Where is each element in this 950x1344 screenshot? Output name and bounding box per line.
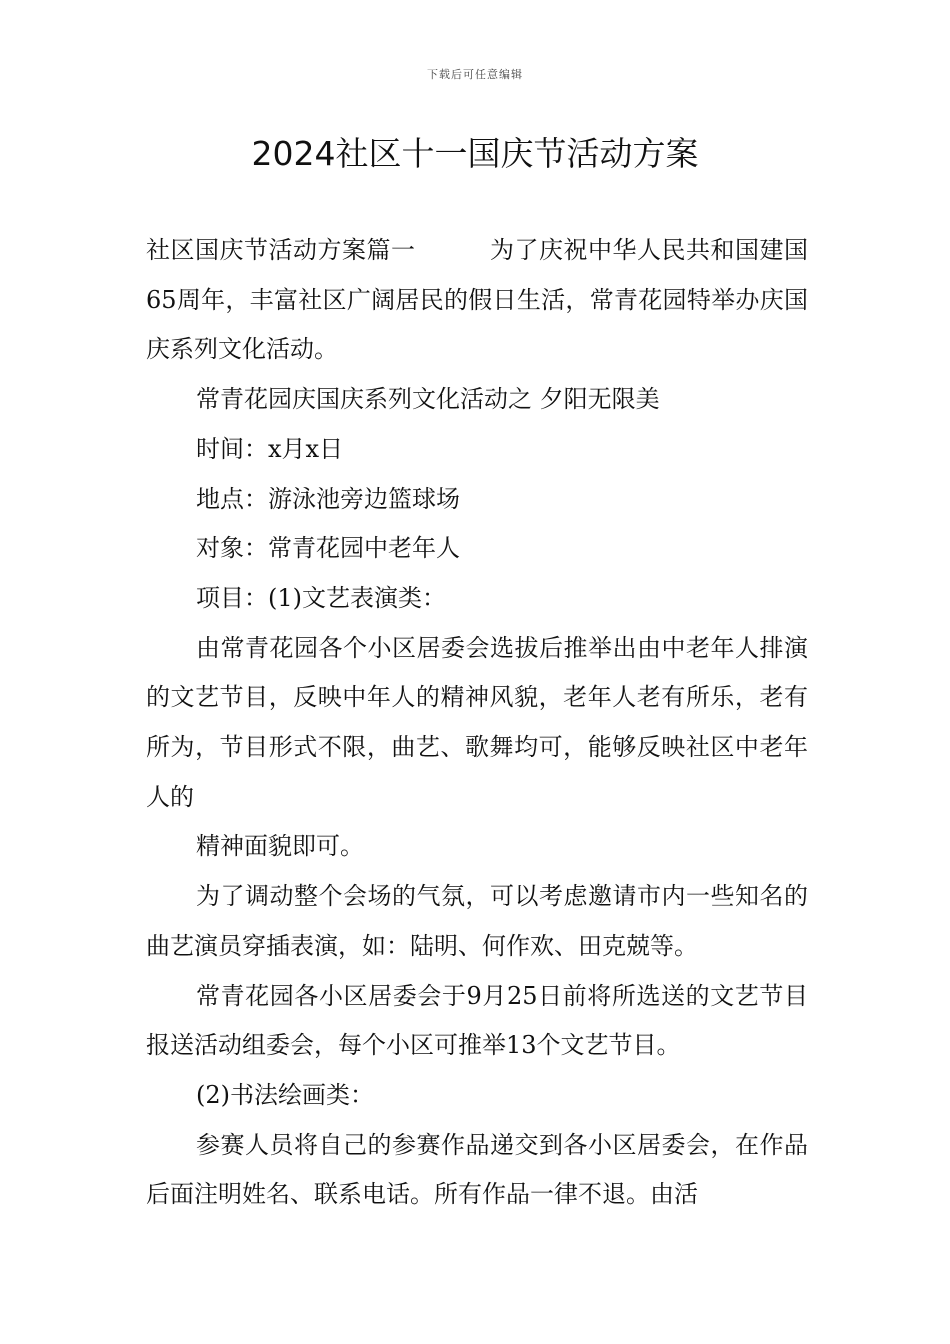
intro-paragraph (146, 226, 808, 375)
document-body (146, 226, 808, 1220)
paragraph-project: 项目：(1)文艺表演类： (196, 583, 446, 612)
paragraph-activity-title: 常青花园庆国庆系列文化活动之 夕阳无限美 (196, 385, 660, 414)
paragraph-performance-cont: 精神面貌即可。 (196, 832, 364, 861)
paragraph-calligraphy-desc: 参赛人员将自己的参赛作品递交到各小区居委会，在作品后面注明姓名、联系电话。所有作品一律不退。由活 (146, 1130, 808, 1209)
document-title: 2024社区十一国庆节活动方案 (251, 134, 699, 173)
intro-heading: 社区国庆节活动方案篇一 (146, 236, 416, 264)
paragraph-performance-desc: 由常青花园各个小区居委会选拔后推举出由中老年人排演的文艺节目，反映中年人的精神风貌，老年人老有所乐，老有所为，节目形式不限，曲艺、歌舞均可，能够反映社区中老年人的 (146, 633, 808, 811)
paragraph-audience: 对象：常青花园中老年人 (196, 534, 460, 563)
header-note: 下载后可任意编辑 (427, 68, 523, 81)
paragraph-calligraphy-heading: (2)书法绘画类： (196, 1080, 374, 1109)
paragraph-submission: 常青花园各小区居委会于9月25日前将所选送的文艺节目报送活动组委会，每个小区可推举13个文艺节目。 (146, 981, 808, 1060)
intro-text: 为了庆祝中华人民共和国建国65周年，丰富社区广阔居民的假日生活，常青花园特举办庆国庆系列文化活动。 (146, 236, 808, 364)
paragraph-time: 时间：x月x日 (196, 434, 344, 463)
paragraph-guest-performers: 为了调动整个会场的气氛，可以考虑邀请市内一些知名的曲艺演员穿插表演，如：陆明、何作欢、田克兢等。 (146, 882, 808, 960)
paragraph-location: 地点：游泳池旁边篮球场 (196, 484, 460, 513)
